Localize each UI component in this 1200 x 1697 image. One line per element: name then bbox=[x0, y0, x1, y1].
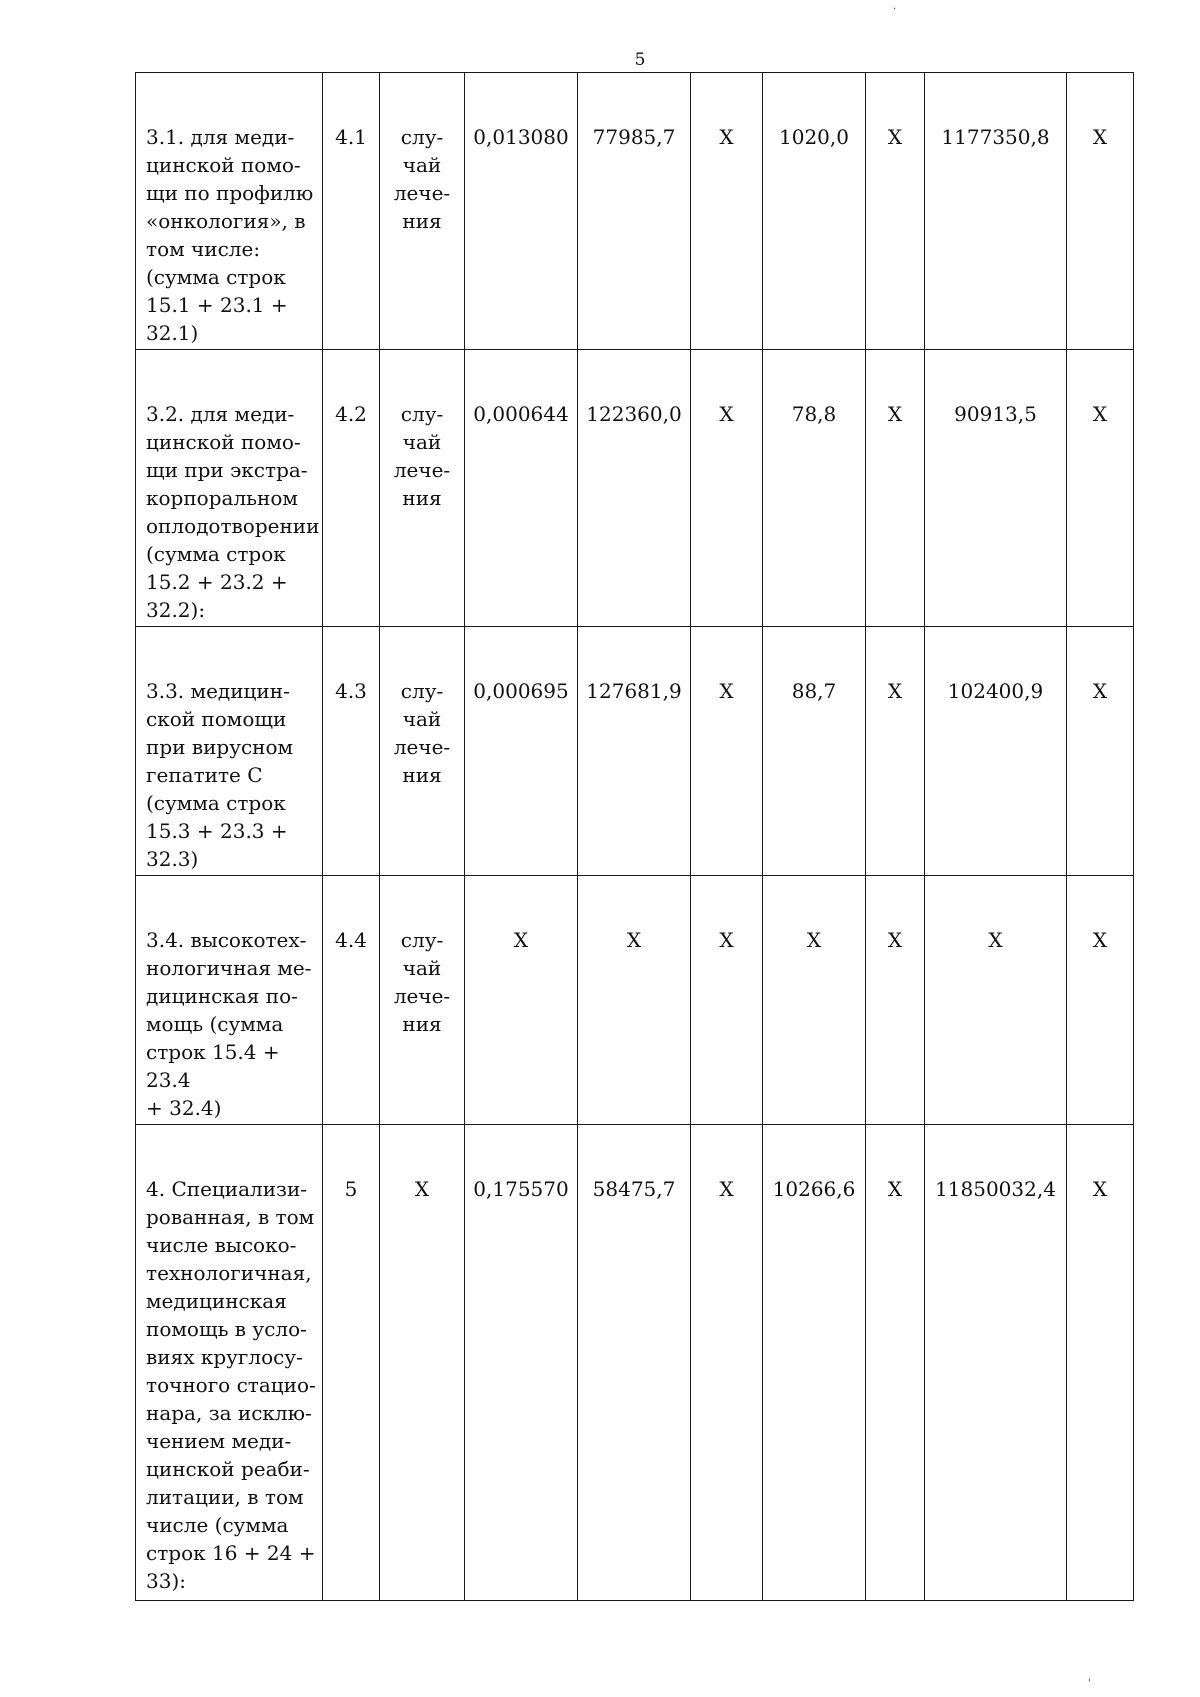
cell-value: 127681,9 bbox=[578, 627, 691, 876]
cell-value: Х bbox=[1067, 876, 1134, 1125]
table-row bbox=[136, 627, 1134, 876]
cell-value: Х bbox=[925, 876, 1067, 1125]
cell-value: 78,8 bbox=[763, 350, 866, 627]
scan-speck: · bbox=[893, 4, 897, 15]
cell-value: Х bbox=[866, 73, 925, 350]
cell-value: Х bbox=[866, 1125, 925, 1601]
cell-value: Х bbox=[691, 627, 763, 876]
cell-value: 1020,0 bbox=[763, 73, 866, 350]
row-code: 4.4 bbox=[323, 876, 380, 1125]
cell-value: Х bbox=[691, 876, 763, 1125]
row-code: 4.1 bbox=[323, 73, 380, 350]
cell-value: Х bbox=[866, 350, 925, 627]
table-row bbox=[136, 1125, 1134, 1601]
row-name: 4. Специализи- рованная, в том числе высоко- технологичная, медицинская помощь в усло- виях круглосу- точного стацио- нара, за исклю- чением меди- цинской реаби- литации, в том числе (сумма строк 16 + 24 + 33): bbox=[136, 1125, 323, 1601]
row-unit: слу- чай лече- ния bbox=[380, 350, 465, 627]
cell-value: 77985,7 bbox=[578, 73, 691, 350]
cell-value: Х bbox=[1067, 627, 1134, 876]
cell-value: Х bbox=[578, 876, 691, 1125]
cell-value: Х bbox=[763, 876, 866, 1125]
cell-value: Х bbox=[691, 73, 763, 350]
row-unit: слу- чай лече- ния bbox=[380, 627, 465, 876]
row-name: 3.2. для меди- цинской помо- щи при экстра- корпоральном оплодотворении (сумма строк 15.2 + 23.2 + 32.2): bbox=[136, 350, 323, 627]
scan-speck: ' bbox=[1088, 1678, 1091, 1689]
row-unit: Х bbox=[380, 1125, 465, 1601]
cell-value: Х bbox=[866, 627, 925, 876]
cell-value: 10266,6 bbox=[763, 1125, 866, 1601]
cell-value: 0,000695 bbox=[465, 627, 578, 876]
cell-value: 0,013080 bbox=[465, 73, 578, 350]
row-name: 3.1. для меди- цинской помо- щи по профилю «онкология», в том числе: (сумма строк 15.1 + 23.1 + 32.1) bbox=[136, 73, 323, 350]
cell-value: 58475,7 bbox=[578, 1125, 691, 1601]
cell-value: Х bbox=[691, 1125, 763, 1601]
cell-value: 102400,9 bbox=[925, 627, 1067, 876]
row-code: 4.2 bbox=[323, 350, 380, 627]
row-unit: слу- чай лече- ния bbox=[380, 876, 465, 1125]
cell-value: Х bbox=[1067, 350, 1134, 627]
page-number: 5 bbox=[634, 50, 646, 70]
row-name: 3.3. медицин- ской помощи при вирусном гепатите С (сумма строк 15.3 + 23.3 + 32.3) bbox=[136, 627, 323, 876]
cell-value: Х bbox=[691, 350, 763, 627]
cell-value: 0,175570 bbox=[465, 1125, 578, 1601]
table-row bbox=[136, 73, 1134, 350]
row-code: 4.3 bbox=[323, 627, 380, 876]
cell-value: Х bbox=[1067, 73, 1134, 350]
row-name: 3.4. высокотех- нологичная ме- дицинская по- мощь (сумма строк 15.4 + 23.4 + 32.4) bbox=[136, 876, 323, 1125]
cell-value: 0,000644 bbox=[465, 350, 578, 627]
cell-value: 90913,5 bbox=[925, 350, 1067, 627]
cell-value: 1177350,8 bbox=[925, 73, 1067, 350]
cell-value: 11850032,4 bbox=[925, 1125, 1067, 1601]
table-row bbox=[136, 876, 1134, 1125]
cell-value: Х bbox=[866, 876, 925, 1125]
row-unit: слу- чай лече- ния bbox=[380, 73, 465, 350]
row-code: 5 bbox=[323, 1125, 380, 1601]
cell-value: 88,7 bbox=[763, 627, 866, 876]
cell-value: Х bbox=[465, 876, 578, 1125]
cell-value: Х bbox=[1067, 1125, 1134, 1601]
table-row bbox=[136, 350, 1134, 627]
cell-value: 122360,0 bbox=[578, 350, 691, 627]
data-table bbox=[135, 72, 1134, 1601]
